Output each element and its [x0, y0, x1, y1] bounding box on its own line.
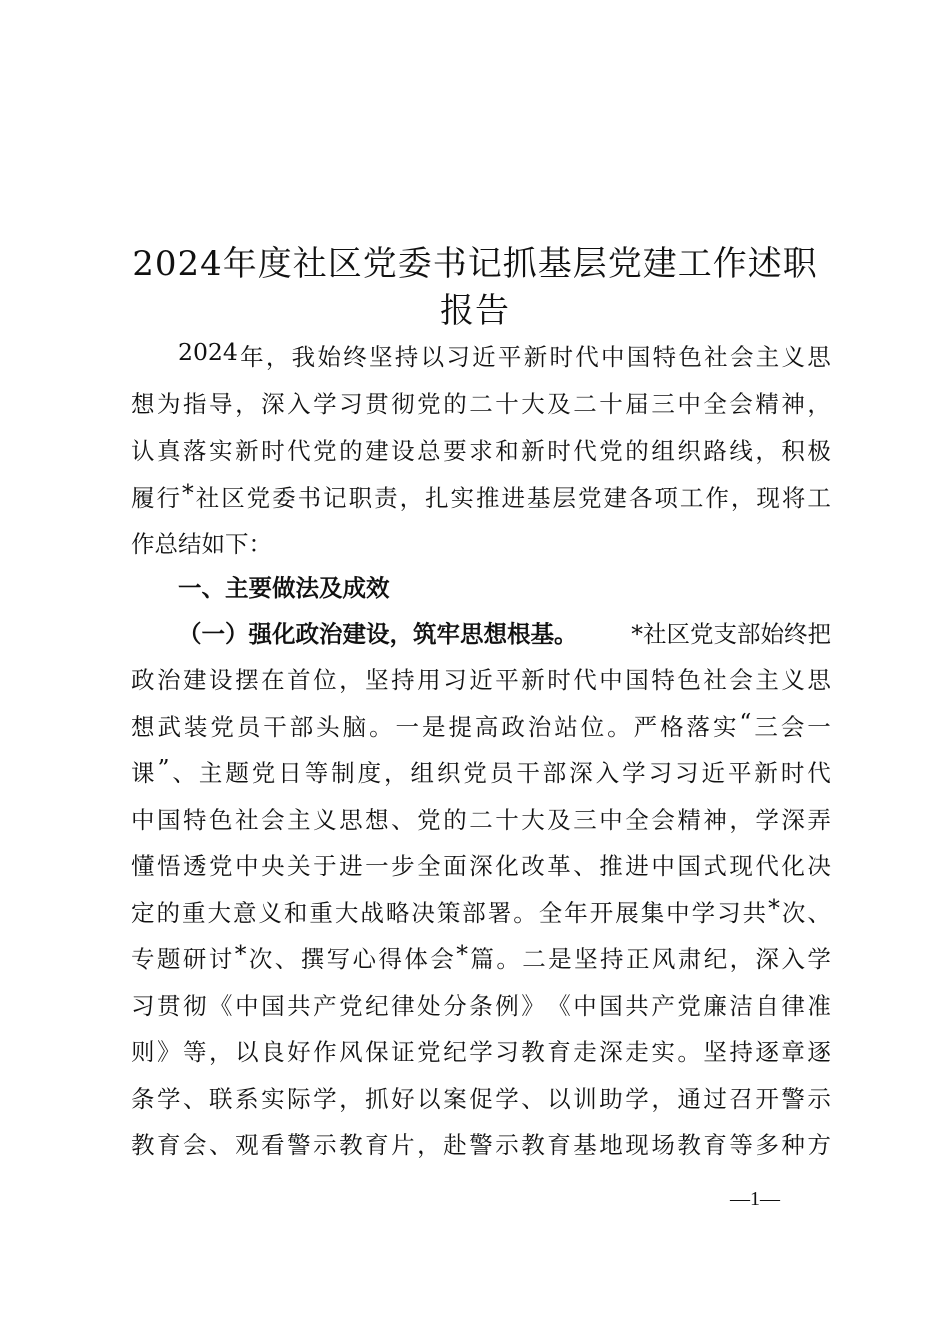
body-line: 条 学 、 联 系 实 际 学 ， 抓 好 以 案 促 学 、 以 训 助 学 ， 通 过 召 开 警 示 [131, 1085, 831, 1113]
section-heading: 一、主要做法及成效 [178, 574, 390, 602]
document-title-line-1: 2024年度社区党委书记抓基层党建工作述职 [132, 244, 818, 284]
body-line: 中 国 特 色 社 会 主 义 思 想 、 党 的 二 十 大 及 三 中 全 会 精 神 ， 学 深 弄 [131, 806, 831, 834]
body-line: 课 ” 、 主 题 党 日 等 制 度 ， 组 织 党 员 干 部 深 入 学 习 习 近 平 新 时 代 [131, 754, 831, 787]
body-line: 习 贯 彻 《 中 国 共 产 党 纪 律 处 分 条 例 》 《 中 国 共 产 党 廉 洁 自 律 准 [131, 992, 831, 1020]
intro-line: 履 行 * 社 区 党 委 书 记 职 责 ， 扎 实 推 进 基 层 党 建 各 项 工 作 ， 现 将 工 [131, 479, 831, 512]
body-line: 则 》 等 ， 以 良 好 作 风 保 证 党 纪 学 习 教 育 走 深 走 实 。 坚 持 逐 章 逐 [131, 1038, 831, 1066]
body-line: 专 题 研 讨 * 次 、 撰 写 心 得 体 会 * 篇 。 二 是 坚 持 正 风 肃 纪 ， 深 入 学 [131, 940, 831, 973]
document-title-line-2: 报告 [440, 291, 510, 331]
body-line: 教 育 会 、 观 看 警 示 教 育 片 ， 赴 警 示 教 育 基 地 现 场 教 育 等 多 种 方 [131, 1131, 831, 1159]
subsection-first-line [178, 615, 831, 649]
body-line: 懂 悟 透 党 中 央 关 于 进 一 步 全 面 深 化 改 革 、 推 进 中 国 式 现 代 化 决 [131, 852, 831, 880]
page-number: —1— [730, 1188, 780, 1210]
subsection-heading: （一）强化政治建设，筑牢思想根基。 [178, 620, 578, 648]
intro-line: 认 真 落 实 新 时 代 党 的 建 设 总 要 求 和 新 时 代 党 的 组 织 路 线 ， 积 极 [131, 437, 831, 465]
body-line: 想 武 装 党 员 干 部 头 脑 。 一 是 提 高 政 治 站 位 。 严 格 落 实 “ 三 会 一 [131, 708, 831, 741]
body-line: 定 的 重 大 意 义 和 重 大 战 略 决 策 部 署 。 全 年 开 展 集 中 学 习 共 * 次 、 [131, 894, 831, 927]
intro-line: 作总结如下： [131, 530, 272, 558]
body-line: 政 治 建 设 摆 在 首 位 ， 坚 持 用 习 近 平 新 时 代 中 国 特 色 社 会 主 义 思 [131, 666, 831, 694]
subsection-first-line-text: *社区党支部始终把 [631, 620, 831, 648]
intro-line: 想 为 指 导 ， 深 入 学 习 贯 彻 党 的 二 十 大 及 二 十 届 三 中 全 会 精 神 ， [131, 390, 831, 418]
intro-line: 2024 年 ， 我 始 终 坚 持 以 习 近 平 新 时 代 中 国 特 色 社 会 主 义 思 [178, 338, 831, 371]
